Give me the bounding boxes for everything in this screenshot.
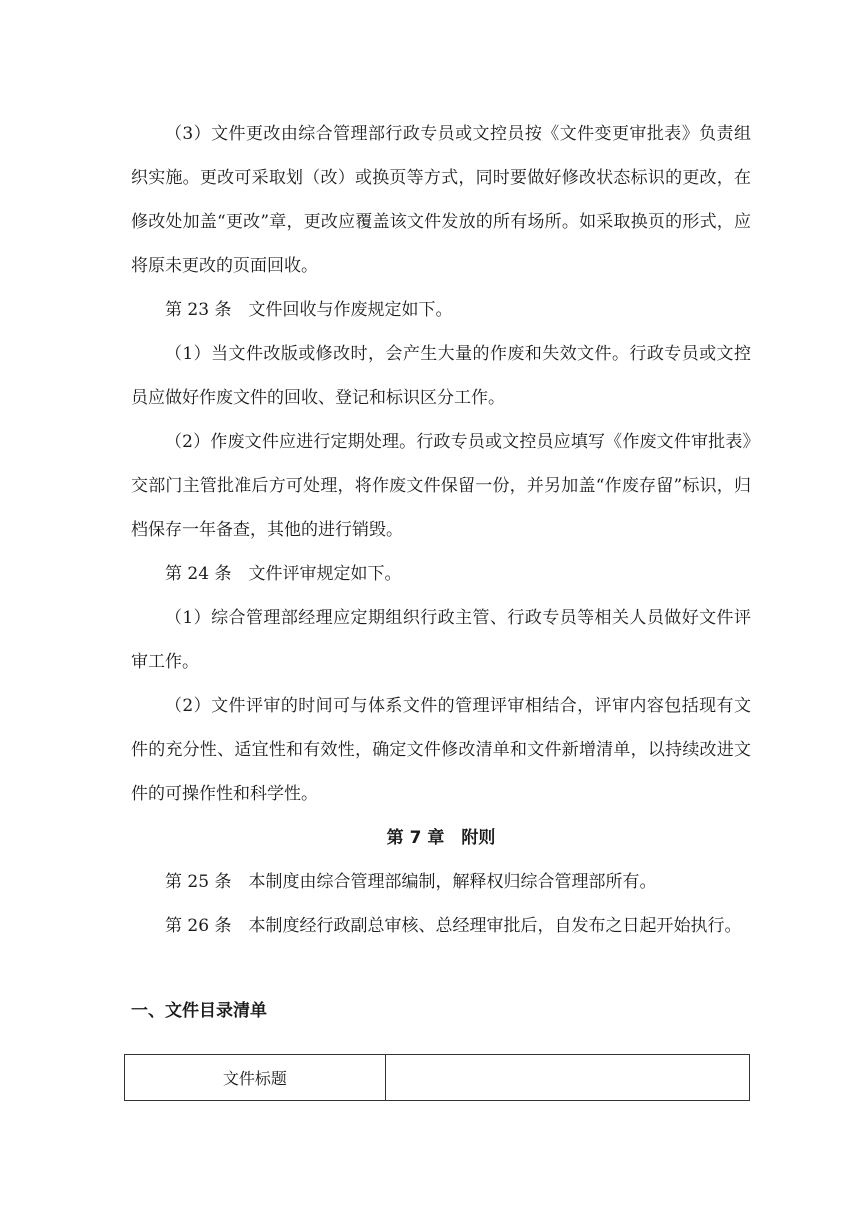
table-cell-value (385, 1055, 749, 1101)
paragraph-clause-24-2: （2）文件评审的时间可与体系文件的管理评审相结合，评审内容包括现有文件的充分性、适宜性和有效性，确定文件修改清单和文件新增清单，以持续改进文件的可操作性和科学性。 (131, 696, 751, 804)
paragraph-clause-23-1: （1）当文件改版或修改时，会产生大量的作废和失效文件。行政专员或文控员应做好作废文件的回收、登记和标识区分工作。 (131, 344, 751, 408)
chapter-title: 第 7 章 附则 (386, 828, 496, 848)
paragraph-clause-22-3: （3）文件更改由综合管理部行政专员或文控员按《文件变更审批表》负责组织实施。更改可采取划（改）或换页等方式，同时要做好修改状态标识的更改，在修改处加盖“更改”章，更改应覆盖该文件发放的所有场所。如采取换页的形式，应将原未更改的页面回收。 (131, 124, 751, 276)
paragraph-clause-23-2: （2）作废文件应进行定期处理。行政专员或文控员应填写《作废文件审批表》交部门主管批准后方可处理，将作废文件保留一份，并另加盖“作废存留”标识，归档保存一年备查，其他的进行销毁。 (131, 432, 751, 540)
table-cell-label: 文件标题 (125, 1055, 386, 1101)
section-heading: 一、文件目录清单 (131, 1001, 267, 1021)
table-row (125, 1055, 750, 1101)
paragraph-clause-26: 第 26 条 本制度经行政副总审核、总经理审批后，自发布之日起开始执行。 (165, 916, 742, 936)
paragraph-clause-25: 第 25 条 本制度由综合管理部编制，解释权归综合管理部所有。 (165, 872, 657, 892)
file-directory-table (124, 1054, 750, 1101)
document-body (131, 112, 751, 948)
paragraph-clause-24: 第 24 条 文件评审规定如下。 (165, 564, 402, 584)
paragraph-clause-24-1: （1）综合管理部经理应定期组织行政主管、行政专员等相关人员做好文件评审工作。 (131, 608, 751, 672)
paragraph-clause-23: 第 23 条 文件回收与作废规定如下。 (165, 300, 453, 320)
